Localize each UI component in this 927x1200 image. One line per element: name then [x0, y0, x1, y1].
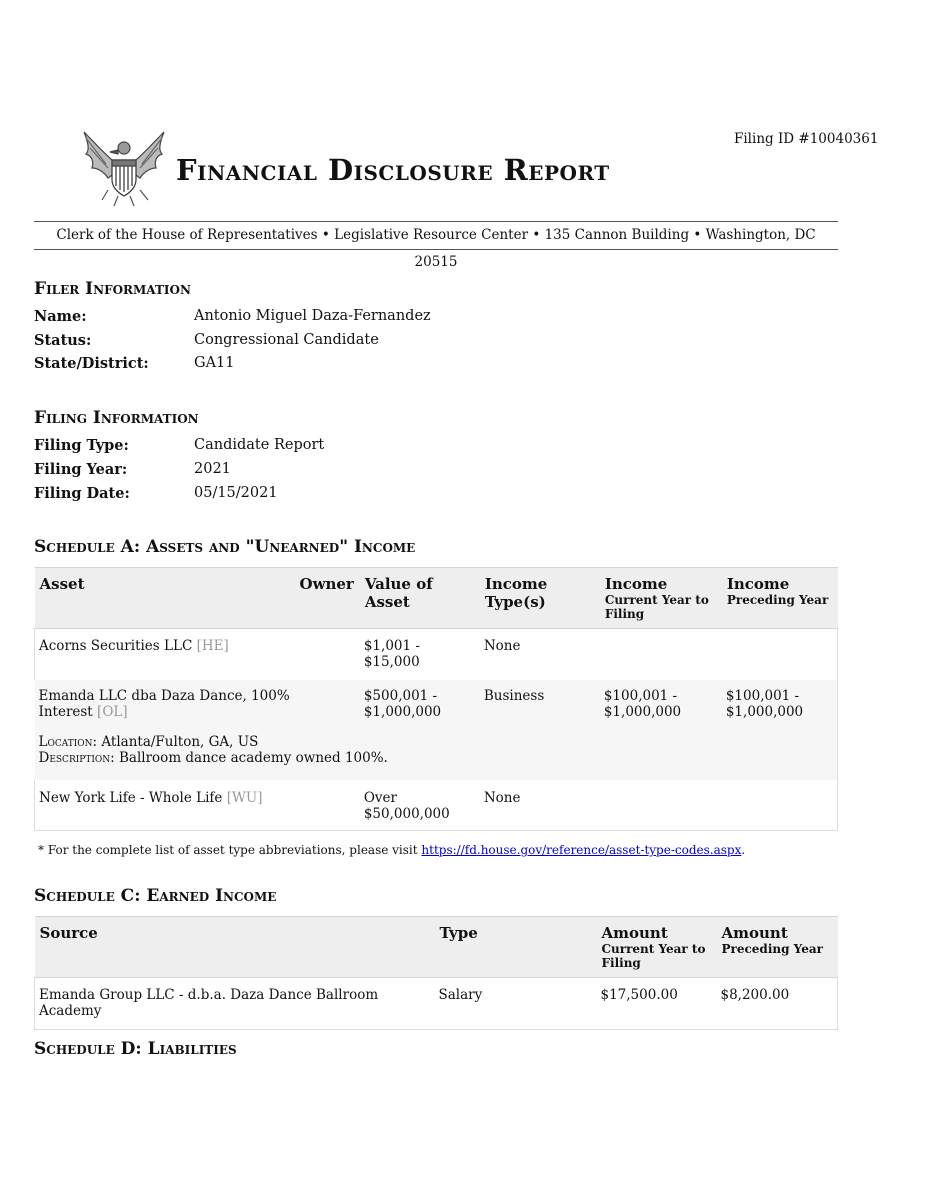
income-current-sublabel: Current Year to Filing: [604, 593, 709, 621]
footnote-end: .: [741, 843, 746, 857]
filing-information-title: Filing Information: [34, 408, 199, 428]
location-value: Atlanta/Fulton, GA, US: [101, 734, 259, 750]
table-row: [35, 629, 838, 681]
amount-preceding-cell: $8,200.00: [717, 978, 838, 1030]
status-label: Status:: [34, 332, 92, 349]
table-row-detail: [35, 728, 838, 780]
footnote-text: * For the complete list of asset type abbreviations, please visit: [38, 843, 418, 857]
report-title: Financial Disclosure Report: [176, 153, 610, 187]
source-cell: Emanda Group LLC - d.b.a. Daza Dance Ballroom Academy: [35, 978, 435, 1030]
income-preceding-cell: $100,001 - $1,000,000: [722, 680, 838, 728]
district-value: GA11: [194, 355, 235, 371]
table-row: [35, 680, 838, 728]
table-row: [35, 780, 838, 831]
asset-type-code: [OL]: [97, 704, 128, 720]
income-type-cell: None: [483, 638, 521, 654]
asset-name: Emanda LLC dba Daza Dance, 100% Interest: [38, 688, 290, 720]
filing-type-value: Candidate Report: [194, 437, 325, 453]
column-header-amount-current: [597, 917, 717, 978]
income-preceding-cell: [722, 629, 838, 681]
asset-location: [39, 734, 834, 750]
district-label: State/District:: [34, 355, 149, 372]
column-header-income-preceding: [722, 568, 838, 629]
column-header-value: Value of Asset: [360, 568, 480, 629]
income-current-cell: $100,001 - $1,000,000: [603, 688, 682, 720]
filing-id: Filing ID #10040361: [734, 131, 879, 147]
amount-current-cell: $17,500.00: [597, 978, 717, 1030]
filing-date-value: 05/15/2021: [194, 485, 278, 501]
column-header-amount-preceding: [717, 917, 838, 978]
value-cell: Over $50,000,000: [360, 780, 480, 831]
asset-detail-cell: [35, 728, 838, 780]
column-header-income-type: Income Type(s): [480, 568, 600, 629]
eagle-seal-icon: [78, 128, 170, 208]
asset-type-code: [WU]: [226, 790, 263, 806]
description-label: Description:: [38, 750, 115, 766]
amount-preceding-label: Amount: [721, 924, 788, 942]
clerk-address-bar: Clerk of the House of Representatives • Legislative Resource Center • 135 Cannon Building • Washington, DC 20515: [34, 221, 838, 250]
owner-cell: [295, 629, 360, 681]
asset-type-code: [HE]: [196, 638, 229, 654]
asset-name: Acorns Securities LLC: [39, 638, 193, 654]
filing-type-label: Filing Type:: [34, 437, 129, 454]
value-cell: $1,001 - $15,000: [363, 638, 420, 670]
asset-description: [39, 750, 834, 766]
status-value: Congressional Candidate: [194, 332, 379, 348]
column-header-owner: Owner: [295, 568, 360, 629]
asset-cell: [35, 780, 295, 831]
filer-information-title: Filer Information: [34, 279, 191, 299]
description-value: Ballroom dance academy owned 100%.: [119, 750, 388, 766]
owner-cell: [295, 680, 360, 728]
filing-date-label: Filing Date:: [34, 485, 130, 502]
name-label: Name:: [34, 308, 87, 325]
name-value: Antonio Miguel Daza-Fernandez: [194, 308, 431, 324]
asset-codes-footnote: [38, 843, 745, 857]
schedule-a-table: [34, 567, 838, 831]
location-label: Location:: [38, 734, 98, 750]
asset-cell: [35, 629, 295, 681]
income-type-cell: Business: [483, 688, 545, 704]
amount-preceding-sublabel: Preceding Year: [721, 942, 823, 956]
table-header-row: [35, 917, 838, 978]
column-header-type: Type: [435, 917, 597, 978]
column-header-income-current: [600, 568, 722, 629]
column-header-source: Source: [35, 917, 435, 978]
filing-year-label: Filing Year:: [34, 461, 128, 478]
table-row: [35, 978, 838, 1030]
asset-name: New York Life - Whole Life: [39, 790, 223, 806]
income-current-cell: [600, 780, 722, 831]
value-cell: $500,001 - $1,000,000: [363, 688, 442, 720]
filing-year-value: 2021: [194, 461, 231, 477]
amount-current-label: Amount: [601, 924, 668, 942]
schedule-a-title: Schedule A: Assets and "Unearned" Income: [34, 537, 416, 557]
income-current-label: Income: [604, 575, 668, 593]
amount-current-sublabel: Current Year to Filing: [601, 942, 706, 970]
schedule-c-table: [34, 916, 838, 1030]
income-current-cell: [600, 629, 722, 681]
asset-codes-link[interactable]: https://fd.house.gov/reference/asset-type-codes.aspx: [421, 843, 742, 857]
income-preceding-sublabel: Preceding Year: [726, 593, 829, 607]
schedule-c-title: Schedule C: Earned Income: [34, 886, 277, 906]
income-preceding-label: Income: [726, 575, 790, 593]
table-header-row: [35, 568, 838, 629]
column-header-asset: Asset: [35, 568, 295, 629]
type-cell: Salary: [435, 978, 597, 1030]
schedule-d-title: Schedule D: Liabilities: [34, 1039, 237, 1059]
income-type-cell: None: [480, 780, 600, 831]
asset-cell: [35, 680, 295, 728]
owner-cell: [295, 780, 360, 831]
income-preceding-cell: [722, 780, 838, 831]
